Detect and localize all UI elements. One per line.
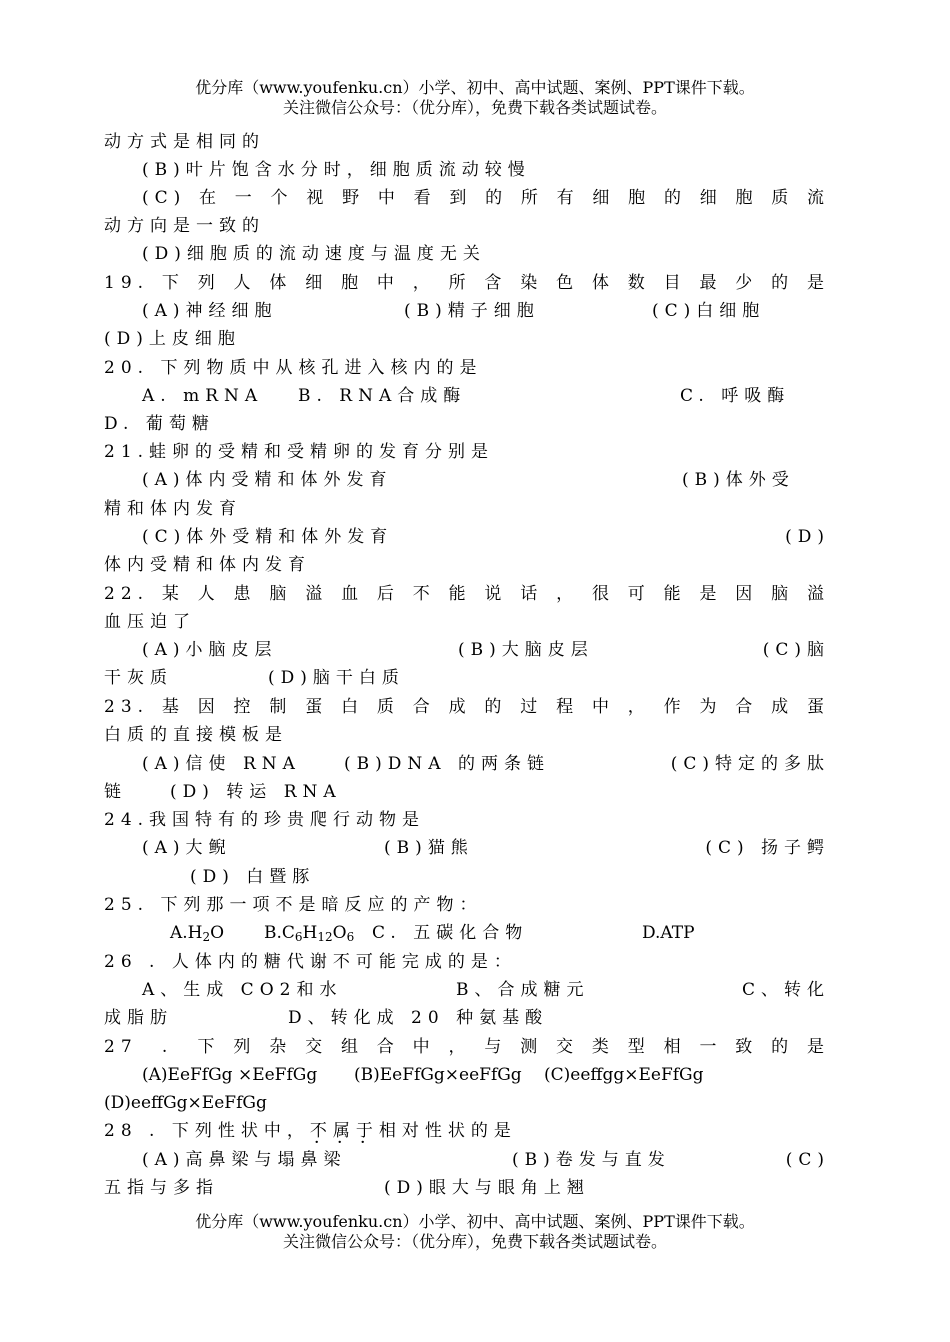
q28-option-c-line1: (C) [785, 1150, 830, 1170]
q22-stem-line1: 22.某人患脑溢血后不能说话，很可能是因脑溢 [104, 584, 830, 604]
q23-option-c-line1: (C)特定的多肽 [670, 754, 830, 774]
q26-option-c-line1: C、转化 [741, 980, 830, 1000]
q22-option-c-line1: (C)脑 [762, 640, 830, 660]
q20-option-c: C. 呼吸酶 [680, 386, 791, 406]
q22-stem-line2: 血压迫了 [104, 612, 196, 632]
q26-option-d: D、转化成 20 种氨基酸 [288, 1008, 549, 1028]
q18-option-c-line2: 动方向是一致的 [104, 216, 265, 236]
q18-option-d: (D)细胞质的流动速度与温度无关 [142, 244, 486, 264]
q21-option-d-line1: (D) [785, 527, 830, 547]
page-header-line1: 优分库（www.youfenku.cn）小学、初中、高中试题、案例、PPT课件下载。 [195, 78, 755, 97]
q24-option-b: (B)猫熊 [384, 838, 474, 858]
q26-option-b: B、合成糖元 [456, 980, 590, 1000]
q28-option-b: (B)卷发与直发 [512, 1150, 671, 1170]
q26-stem: 26 . 人体内的糖代谢不可能完成的是： [104, 952, 517, 972]
q20-option-d: D. 葡萄糖 [104, 414, 215, 434]
q22-option-a: (A)小脑皮层 [142, 640, 278, 660]
q22-option-d: (D)脑干白质 [268, 668, 405, 688]
q28-option-a: (A)高鼻梁与塌鼻梁 [142, 1150, 347, 1170]
q28-option-c-line2: 五指与多指 [104, 1178, 219, 1198]
q19-option-a: (A)神经细胞 [142, 301, 278, 321]
q18-stem-continuation: 动方式是相同的 [104, 132, 265, 152]
q19-option-d: (D)上皮细胞 [104, 329, 241, 349]
q20-option-a: A. mRNA [142, 386, 264, 406]
q21-option-c: (C)体外受精和体外发育 [142, 527, 394, 547]
q18-option-c-line1: (C)在一个视野中看到的所有细胞的细胞质流 [142, 188, 830, 208]
q27-option-a: (A)EeFfGg ×EeFfGg [142, 1065, 318, 1085]
q21-stem: 21.蛙卵的受精和受精卵的发育分别是 [104, 442, 495, 462]
q23-option-b: (B)DNA 的两条链 [344, 754, 550, 774]
q26-option-c-line2: 成脂肪 [104, 1008, 173, 1028]
q23-option-d: (D) 转运 RNA [170, 782, 342, 802]
q28-stem: 28 . 下列性状中，不属于相对性状的是 [104, 1121, 517, 1141]
q19-stem: 19.下列人体细胞中，所含染色体数目最少的是 [104, 273, 830, 293]
q23-stem-line2: 白质的直接模板是 [104, 725, 288, 745]
q18-option-b: (B)叶片饱含水分时，细胞质流动较慢 [142, 160, 531, 180]
q24-stem: 24.我国特有的珍贵爬行动物是 [104, 810, 426, 830]
q27-option-c: (C)eeffgg×EeFfGg [544, 1065, 704, 1085]
q20-option-b: B. RNA合成酶 [298, 386, 467, 406]
q21-option-b-line1: (B)体外受 [682, 470, 795, 490]
page-header-line2: 关注微信公众号：（优分库），免费下载各类试题试卷。 [282, 98, 667, 117]
q23-stem-line1: 23.基因控制蛋白质合成的过程中，作为合成蛋 [104, 697, 830, 717]
q25-option-c: C. 五碳化合物 [372, 923, 529, 943]
q24-option-a: (A)大鲵 [142, 838, 232, 858]
q27-option-b: (B)EeFfGg×eeFfGg [354, 1065, 522, 1085]
q25-stem: 25. 下列那一项不是暗反应的产物： [104, 895, 483, 915]
q21-option-a: (A)体内受精和体外发育 [142, 470, 393, 490]
q27-stem: 27 . 下列杂交组合中，与测交类型相一致的是 [104, 1037, 830, 1057]
q25-option-d: D.ATP [642, 923, 695, 943]
q19-option-c: (C)白细胞 [652, 301, 766, 321]
q21-option-d-line2: 体内受精和体内发育 [104, 555, 311, 575]
q20-stem: 20. 下列物质中从核孔进入核内的是 [104, 358, 483, 378]
q22-option-b: (B)大脑皮层 [458, 640, 594, 660]
q28-option-d: (D)眼大与眼角上翘 [384, 1178, 590, 1198]
q27-option-d: (D)eeffGg×EeFfGg [104, 1093, 267, 1113]
q24-option-d: (D) 白暨豚 [190, 867, 316, 887]
q23-option-c-line2: 链 [104, 782, 127, 802]
q25-option-a: A.H2O [170, 923, 225, 944]
q23-option-a: (A)信使 RNA [142, 754, 301, 774]
q22-option-c-line2: 干灰质 [104, 668, 173, 688]
page-footer-line2: 关注微信公众号：（优分库），免费下载各类试题试卷。 [282, 1232, 667, 1251]
q24-option-c: (C) 扬子鳄 [705, 838, 830, 858]
q19-option-b: (B)精子细胞 [404, 301, 540, 321]
q26-option-a: A、生成 CO2和水 [142, 980, 343, 1000]
page-footer-line1: 优分库（www.youfenku.cn）小学、初中、高中试题、案例、PPT课件下载。 [195, 1212, 755, 1231]
q21-option-b-line2: 精和体内发育 [104, 499, 242, 519]
q25-option-b: B.C6H12O6 [264, 923, 355, 944]
